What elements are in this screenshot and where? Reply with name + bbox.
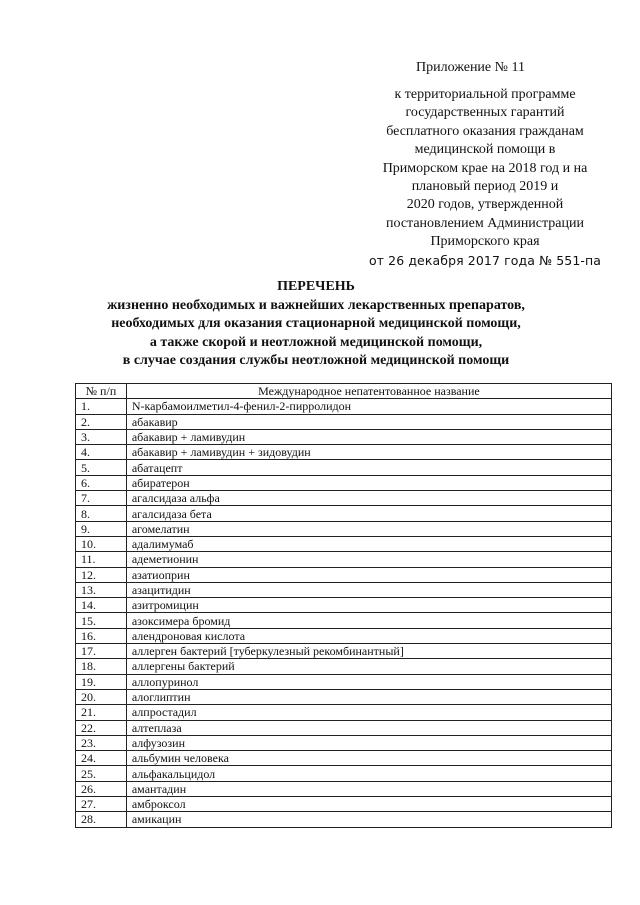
appendix-line: Приморского края bbox=[430, 234, 540, 250]
row-number: 26. bbox=[76, 781, 127, 796]
row-number: 4. bbox=[76, 445, 127, 460]
table-row bbox=[76, 766, 612, 781]
heading-line: необходимых для оказания стационарной медицинской помощи, bbox=[111, 316, 521, 332]
drug-name: абакавир + ламивудин bbox=[126, 429, 611, 444]
heading-line: а также скорой и неотложной медицинской помощи, bbox=[149, 334, 483, 350]
drug-name: N-карбамоилметил-4-фенил-2-пирролидон bbox=[126, 399, 611, 414]
table-row bbox=[76, 705, 612, 720]
drug-name: амантадин bbox=[126, 781, 611, 796]
drug-name: алпростадил bbox=[126, 705, 611, 720]
table-row bbox=[76, 445, 612, 460]
drug-name: алтеплаза bbox=[126, 720, 611, 735]
appendix-line: плановый период 2019 и bbox=[411, 179, 559, 195]
row-number: 16. bbox=[76, 628, 127, 643]
drug-name: азатиоприн bbox=[126, 567, 611, 582]
table-header-row bbox=[76, 384, 612, 399]
drug-name: аллерген бактерий [туберкулезный рекомбинантный] bbox=[126, 644, 611, 659]
table-row bbox=[76, 491, 612, 506]
table-row bbox=[76, 613, 612, 628]
row-number: 1. bbox=[76, 399, 127, 414]
appendix-line: 2020 годов, утвержденной bbox=[406, 197, 564, 213]
appendix-title: Приложение № 11 bbox=[416, 60, 525, 75]
table-row bbox=[76, 751, 612, 766]
drug-name: адалимумаб bbox=[126, 536, 611, 551]
table-row bbox=[76, 797, 612, 812]
row-number: 17. bbox=[76, 644, 127, 659]
drug-name: альбумин человека bbox=[126, 751, 611, 766]
table-row bbox=[76, 628, 612, 643]
row-number: 20. bbox=[76, 689, 127, 704]
row-number: 15. bbox=[76, 613, 127, 628]
drug-name: адеметионин bbox=[126, 552, 611, 567]
row-number: 9. bbox=[76, 521, 127, 536]
row-number: 2. bbox=[76, 414, 127, 429]
row-number: 14. bbox=[76, 598, 127, 613]
appendix-line: к территориальной программе bbox=[394, 87, 576, 102]
row-number: 12. bbox=[76, 567, 127, 582]
row-number: 8. bbox=[76, 506, 127, 521]
row-number: 24. bbox=[76, 751, 127, 766]
table-row bbox=[76, 812, 612, 827]
drug-name: абиратерон bbox=[126, 475, 611, 490]
table-row bbox=[76, 460, 612, 475]
row-number: 27. bbox=[76, 797, 127, 812]
row-number: 18. bbox=[76, 659, 127, 674]
table-row bbox=[76, 689, 612, 704]
table-row bbox=[76, 659, 612, 674]
row-number: 28. bbox=[76, 812, 127, 827]
table-row bbox=[76, 567, 612, 582]
row-number: 11. bbox=[76, 552, 127, 567]
heading-line: жизненно необходимых и важнейших лекарственных препаратов, bbox=[107, 297, 525, 313]
drug-name: амброксол bbox=[126, 797, 611, 812]
row-number: 5. bbox=[76, 460, 127, 475]
appendix-line: постановлением Администрации bbox=[386, 215, 584, 231]
appendix-block bbox=[360, 86, 610, 270]
drug-name: агомелатин bbox=[126, 521, 611, 536]
table-row bbox=[76, 781, 612, 796]
document-heading bbox=[80, 278, 552, 371]
table-row bbox=[76, 475, 612, 490]
table-row bbox=[76, 598, 612, 613]
table-row bbox=[76, 552, 612, 567]
column-header-number: № п/п bbox=[76, 384, 127, 399]
row-number: 19. bbox=[76, 674, 127, 689]
table-row bbox=[76, 414, 612, 429]
drug-list-table bbox=[75, 383, 612, 828]
table-row bbox=[76, 399, 612, 414]
drug-name: алоглиптин bbox=[126, 689, 611, 704]
table-row bbox=[76, 506, 612, 521]
drug-name: аллопуринол bbox=[126, 674, 611, 689]
table-row bbox=[76, 429, 612, 444]
heading-line: в случае создания службы неотложной медицинской помощи bbox=[122, 353, 510, 369]
column-header-name: Международное непатентованное название bbox=[126, 384, 611, 399]
table-body bbox=[76, 399, 612, 827]
table-row bbox=[76, 674, 612, 689]
row-number: 25. bbox=[76, 766, 127, 781]
row-number: 6. bbox=[76, 475, 127, 490]
drug-name: азацитидин bbox=[126, 582, 611, 597]
drug-name: алфузозин bbox=[126, 735, 611, 750]
appendix-line: бесплатного оказания гражданам bbox=[386, 123, 584, 139]
drug-name: аллергены бактерий bbox=[126, 659, 611, 674]
drug-name: абакавир + ламивудин + зидовудин bbox=[126, 445, 611, 460]
drug-name: азоксимера бромид bbox=[126, 613, 611, 628]
row-number: 7. bbox=[76, 491, 127, 506]
drug-name: амикацин bbox=[126, 812, 611, 827]
drug-name: абакавир bbox=[126, 414, 611, 429]
row-number: 23. bbox=[76, 735, 127, 750]
decree-reference: от 26 декабря 2017 года № 551-па bbox=[368, 252, 602, 268]
table-row bbox=[76, 735, 612, 750]
heading-title: ПЕРЕЧЕНЬ bbox=[277, 279, 355, 294]
appendix-line: медицинской помощи в bbox=[414, 142, 556, 158]
row-number: 10. bbox=[76, 536, 127, 551]
table-row bbox=[76, 582, 612, 597]
row-number: 3. bbox=[76, 429, 127, 444]
drug-name: азитромицин bbox=[126, 598, 611, 613]
appendix-line: Приморском крае на 2018 год и на bbox=[382, 160, 588, 176]
table-row bbox=[76, 536, 612, 551]
drug-name: абатацепт bbox=[126, 460, 611, 475]
row-number: 13. bbox=[76, 582, 127, 597]
table-row bbox=[76, 644, 612, 659]
table-row bbox=[76, 521, 612, 536]
row-number: 22. bbox=[76, 720, 127, 735]
drug-name: агалсидаза бета bbox=[126, 506, 611, 521]
drug-name: агалсидаза альфа bbox=[126, 491, 611, 506]
drug-name: альфакальцидол bbox=[126, 766, 611, 781]
drug-name: алендроновая кислота bbox=[126, 628, 611, 643]
row-number: 21. bbox=[76, 705, 127, 720]
appendix-line: государственных гарантий bbox=[405, 105, 565, 121]
table-row bbox=[76, 720, 612, 735]
